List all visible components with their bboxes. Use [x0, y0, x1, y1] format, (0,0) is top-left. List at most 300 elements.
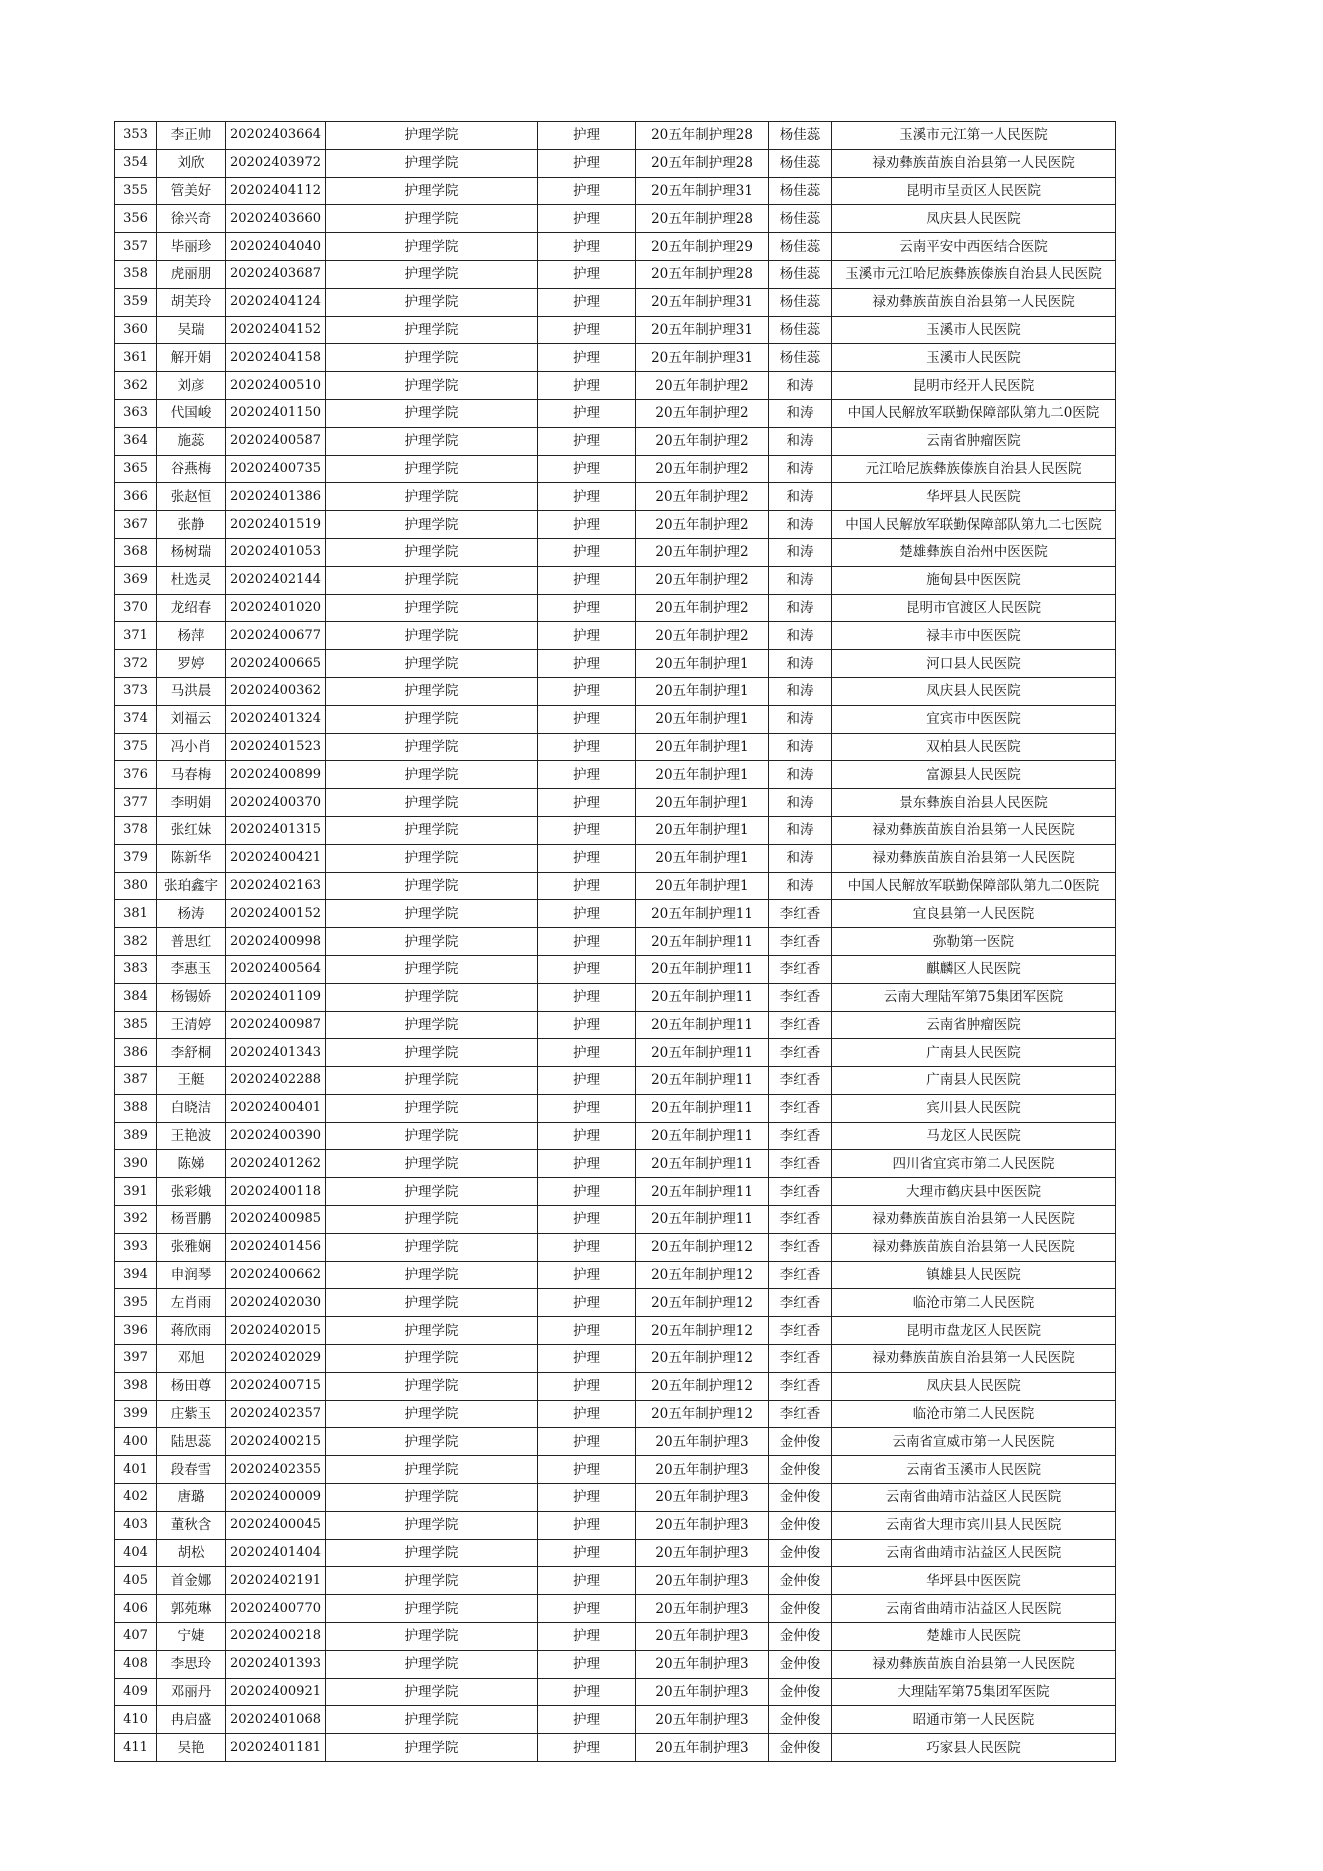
table-row	[115, 1039, 1116, 1067]
row-index-cell: 374	[115, 705, 157, 733]
student-id-cell: 20202400921	[226, 1678, 326, 1706]
hospital-cell: 宾川县人民医院	[832, 1094, 1116, 1122]
student-name-cell: 王艳波	[157, 1122, 226, 1150]
hospital-cell: 云南省肿瘤医院	[832, 1011, 1116, 1039]
student-id-cell: 20202402030	[226, 1289, 326, 1317]
student-id-cell: 20202401404	[226, 1539, 326, 1567]
supervisor-cell: 李红香	[769, 1345, 832, 1373]
row-index-cell: 367	[115, 511, 157, 539]
class-name-cell: 20五年制护理11	[636, 1011, 769, 1039]
college-cell: 护理学院	[326, 1511, 538, 1539]
college-cell: 护理学院	[326, 872, 538, 900]
major-cell: 护理	[538, 177, 636, 205]
major-cell: 护理	[538, 1678, 636, 1706]
row-index-cell: 372	[115, 650, 157, 678]
row-index-cell: 354	[115, 149, 157, 177]
student-id-cell: 20202401315	[226, 816, 326, 844]
hospital-cell: 凤庆县人民医院	[832, 1372, 1116, 1400]
hospital-cell: 云南省肿瘤医院	[832, 427, 1116, 455]
supervisor-cell: 李红香	[769, 1233, 832, 1261]
row-index-cell: 407	[115, 1623, 157, 1651]
supervisor-cell: 杨佳蕊	[769, 316, 832, 344]
supervisor-cell: 和涛	[769, 594, 832, 622]
student-id-cell: 20202400390	[226, 1122, 326, 1150]
table-row	[115, 872, 1116, 900]
student-id-cell: 20202400987	[226, 1011, 326, 1039]
table-row	[115, 122, 1116, 150]
row-index-cell: 396	[115, 1317, 157, 1345]
hospital-cell: 玉溪市元江哈尼族彝族傣族自治县人民医院	[832, 260, 1116, 288]
class-name-cell: 20五年制护理1	[636, 677, 769, 705]
college-cell: 护理学院	[326, 1456, 538, 1484]
class-name-cell: 20五年制护理2	[636, 622, 769, 650]
hospital-cell: 禄劝彝族苗族自治县第一人民医院	[832, 288, 1116, 316]
class-name-cell: 20五年制护理3	[636, 1623, 769, 1651]
row-index-cell: 397	[115, 1345, 157, 1373]
college-cell: 护理学院	[326, 483, 538, 511]
hospital-cell: 云南省曲靖市沾益区人民医院	[832, 1539, 1116, 1567]
college-cell: 护理学院	[326, 233, 538, 261]
college-cell: 护理学院	[326, 1233, 538, 1261]
class-name-cell: 20五年制护理11	[636, 928, 769, 956]
student-id-cell: 20202401150	[226, 399, 326, 427]
table-row	[115, 1484, 1116, 1512]
major-cell: 护理	[538, 1623, 636, 1651]
student-id-cell: 20202400009	[226, 1484, 326, 1512]
row-index-cell: 382	[115, 928, 157, 956]
class-name-cell: 20五年制护理2	[636, 455, 769, 483]
major-cell: 护理	[538, 511, 636, 539]
supervisor-cell: 李红香	[769, 900, 832, 928]
major-cell: 护理	[538, 622, 636, 650]
college-cell: 护理学院	[326, 427, 538, 455]
supervisor-cell: 李红香	[769, 983, 832, 1011]
class-name-cell: 20五年制护理1	[636, 844, 769, 872]
table-row	[115, 1011, 1116, 1039]
row-index-cell: 355	[115, 177, 157, 205]
student-id-cell: 20202400370	[226, 789, 326, 817]
hospital-cell: 昆明市呈贡区人民医院	[832, 177, 1116, 205]
table-row	[115, 1567, 1116, 1595]
student-id-cell: 20202401386	[226, 483, 326, 511]
supervisor-cell: 杨佳蕊	[769, 177, 832, 205]
major-cell: 护理	[538, 1178, 636, 1206]
class-name-cell: 20五年制护理3	[636, 1734, 769, 1762]
class-name-cell: 20五年制护理31	[636, 288, 769, 316]
student-name-cell: 谷燕梅	[157, 455, 226, 483]
supervisor-cell: 和涛	[769, 566, 832, 594]
college-cell: 护理学院	[326, 983, 538, 1011]
row-index-cell: 370	[115, 594, 157, 622]
row-index-cell: 379	[115, 844, 157, 872]
major-cell: 护理	[538, 1484, 636, 1512]
table-row	[115, 1595, 1116, 1623]
class-name-cell: 20五年制护理2	[636, 566, 769, 594]
student-id-cell: 20202400677	[226, 622, 326, 650]
class-name-cell: 20五年制护理2	[636, 372, 769, 400]
hospital-cell: 禄劝彝族苗族自治县第一人民医院	[832, 816, 1116, 844]
student-name-cell: 首金娜	[157, 1567, 226, 1595]
student-id-cell: 20202400735	[226, 455, 326, 483]
college-cell: 护理学院	[326, 1150, 538, 1178]
class-name-cell: 20五年制护理29	[636, 233, 769, 261]
student-id-cell: 20202403687	[226, 260, 326, 288]
student-id-cell: 20202401456	[226, 1233, 326, 1261]
supervisor-cell: 杨佳蕊	[769, 205, 832, 233]
major-cell: 护理	[538, 1511, 636, 1539]
college-cell: 护理学院	[326, 844, 538, 872]
supervisor-cell: 杨佳蕊	[769, 260, 832, 288]
college-cell: 护理学院	[326, 205, 538, 233]
student-id-cell: 20202401519	[226, 511, 326, 539]
student-id-cell: 20202401262	[226, 1150, 326, 1178]
student-name-cell: 董秋含	[157, 1511, 226, 1539]
supervisor-cell: 金仲俊	[769, 1734, 832, 1762]
hospital-cell: 华坪县人民医院	[832, 483, 1116, 511]
class-name-cell: 20五年制护理2	[636, 427, 769, 455]
major-cell: 护理	[538, 1428, 636, 1456]
student-name-cell: 王清婷	[157, 1011, 226, 1039]
row-index-cell: 361	[115, 344, 157, 372]
college-cell: 护理学院	[326, 1428, 538, 1456]
student-name-cell: 杨树瑞	[157, 538, 226, 566]
college-cell: 护理学院	[326, 1678, 538, 1706]
hospital-cell: 宜良县第一人民医院	[832, 900, 1116, 928]
supervisor-cell: 和涛	[769, 844, 832, 872]
table-row	[115, 1623, 1116, 1651]
college-cell: 护理学院	[326, 1706, 538, 1734]
student-name-cell: 解开娟	[157, 344, 226, 372]
hospital-cell: 双柏县人民医院	[832, 733, 1116, 761]
supervisor-cell: 和涛	[769, 427, 832, 455]
student-name-cell: 王艇	[157, 1067, 226, 1095]
table-row	[115, 1511, 1116, 1539]
student-name-cell: 胡松	[157, 1539, 226, 1567]
row-index-cell: 408	[115, 1650, 157, 1678]
hospital-cell: 禄劝彝族苗族自治县第一人民医院	[832, 1650, 1116, 1678]
student-id-cell: 20202400899	[226, 761, 326, 789]
student-id-cell: 20202401068	[226, 1706, 326, 1734]
student-id-cell: 20202402144	[226, 566, 326, 594]
student-name-cell: 邓丽丹	[157, 1678, 226, 1706]
student-name-cell: 杨锡娇	[157, 983, 226, 1011]
row-index-cell: 391	[115, 1178, 157, 1206]
class-name-cell: 20五年制护理11	[636, 955, 769, 983]
row-index-cell: 363	[115, 399, 157, 427]
student-name-cell: 郭苑琳	[157, 1595, 226, 1623]
class-name-cell: 20五年制护理12	[636, 1317, 769, 1345]
student-name-cell: 毕丽珍	[157, 233, 226, 261]
major-cell: 护理	[538, 260, 636, 288]
row-index-cell: 356	[115, 205, 157, 233]
table-row	[115, 177, 1116, 205]
student-id-cell: 20202404152	[226, 316, 326, 344]
table-row	[115, 1372, 1116, 1400]
supervisor-cell: 李红香	[769, 1206, 832, 1234]
student-id-cell: 20202401109	[226, 983, 326, 1011]
student-id-cell: 20202402163	[226, 872, 326, 900]
table-row	[115, 955, 1116, 983]
college-cell: 护理学院	[326, 372, 538, 400]
table-row	[115, 1067, 1116, 1095]
hospital-cell: 禄劝彝族苗族自治县第一人民医院	[832, 149, 1116, 177]
major-cell: 护理	[538, 1261, 636, 1289]
row-index-cell: 369	[115, 566, 157, 594]
table-row	[115, 1734, 1116, 1762]
college-cell: 护理学院	[326, 344, 538, 372]
major-cell: 护理	[538, 1595, 636, 1623]
student-name-cell: 张静	[157, 511, 226, 539]
table-row	[115, 149, 1116, 177]
student-id-cell: 20202404158	[226, 344, 326, 372]
hospital-cell: 麒麟区人民医院	[832, 955, 1116, 983]
row-index-cell: 393	[115, 1233, 157, 1261]
hospital-cell: 镇雄县人民医院	[832, 1261, 1116, 1289]
supervisor-cell: 杨佳蕊	[769, 288, 832, 316]
college-cell: 护理学院	[326, 1039, 538, 1067]
row-index-cell: 364	[115, 427, 157, 455]
major-cell: 护理	[538, 1122, 636, 1150]
row-index-cell: 394	[115, 1261, 157, 1289]
college-cell: 护理学院	[326, 1623, 538, 1651]
major-cell: 护理	[538, 427, 636, 455]
class-name-cell: 20五年制护理31	[636, 344, 769, 372]
class-name-cell: 20五年制护理2	[636, 511, 769, 539]
hospital-cell: 华坪县中医医院	[832, 1567, 1116, 1595]
table-row	[115, 511, 1116, 539]
college-cell: 护理学院	[326, 622, 538, 650]
major-cell: 护理	[538, 483, 636, 511]
row-index-cell: 386	[115, 1039, 157, 1067]
student-id-cell: 20202403972	[226, 149, 326, 177]
college-cell: 护理学院	[326, 761, 538, 789]
row-index-cell: 384	[115, 983, 157, 1011]
hospital-cell: 四川省宜宾市第二人民医院	[832, 1150, 1116, 1178]
hospital-cell: 元江哈尼族彝族傣族自治县人民医院	[832, 455, 1116, 483]
supervisor-cell: 李红香	[769, 1122, 832, 1150]
student-name-cell: 左肖雨	[157, 1289, 226, 1317]
table-row	[115, 288, 1116, 316]
hospital-cell: 禄劝彝族苗族自治县第一人民医院	[832, 1345, 1116, 1373]
student-name-cell: 马洪晨	[157, 677, 226, 705]
major-cell: 护理	[538, 1067, 636, 1095]
row-index-cell: 410	[115, 1706, 157, 1734]
student-name-cell: 冯小肖	[157, 733, 226, 761]
student-id-cell: 20202402355	[226, 1456, 326, 1484]
college-cell: 护理学院	[326, 1317, 538, 1345]
major-cell: 护理	[538, 1039, 636, 1067]
college-cell: 护理学院	[326, 928, 538, 956]
major-cell: 护理	[538, 1372, 636, 1400]
class-name-cell: 20五年制护理11	[636, 1150, 769, 1178]
supervisor-cell: 金仲俊	[769, 1650, 832, 1678]
table-row	[115, 1345, 1116, 1373]
table-body	[115, 122, 1116, 1762]
student-id-cell: 20202400218	[226, 1623, 326, 1651]
student-name-cell: 杨萍	[157, 622, 226, 650]
hospital-cell: 昭通市第一人民医院	[832, 1706, 1116, 1734]
hospital-cell: 昆明市官渡区人民医院	[832, 594, 1116, 622]
student-name-cell: 张彩娥	[157, 1178, 226, 1206]
student-name-cell: 张雅娴	[157, 1233, 226, 1261]
college-cell: 护理学院	[326, 1011, 538, 1039]
supervisor-cell: 杨佳蕊	[769, 233, 832, 261]
row-index-cell: 411	[115, 1734, 157, 1762]
student-name-cell: 申润琴	[157, 1261, 226, 1289]
student-name-cell: 徐兴奇	[157, 205, 226, 233]
college-cell: 护理学院	[326, 260, 538, 288]
table-row	[115, 677, 1116, 705]
row-index-cell: 406	[115, 1595, 157, 1623]
major-cell: 护理	[538, 205, 636, 233]
major-cell: 护理	[538, 538, 636, 566]
table-row	[115, 205, 1116, 233]
college-cell: 护理学院	[326, 1289, 538, 1317]
class-name-cell: 20五年制护理12	[636, 1345, 769, 1373]
row-index-cell: 398	[115, 1372, 157, 1400]
class-name-cell: 20五年制护理28	[636, 149, 769, 177]
row-index-cell: 377	[115, 789, 157, 817]
college-cell: 护理学院	[326, 455, 538, 483]
row-index-cell: 401	[115, 1456, 157, 1484]
class-name-cell: 20五年制护理3	[636, 1706, 769, 1734]
class-name-cell: 20五年制护理1	[636, 816, 769, 844]
table-row	[115, 1233, 1116, 1261]
hospital-cell: 云南省宣威市第一人民医院	[832, 1428, 1116, 1456]
supervisor-cell: 李红香	[769, 1261, 832, 1289]
college-cell: 护理学院	[326, 1567, 538, 1595]
supervisor-cell: 和涛	[769, 538, 832, 566]
table-row	[115, 983, 1116, 1011]
supervisor-cell: 金仲俊	[769, 1511, 832, 1539]
major-cell: 护理	[538, 149, 636, 177]
hospital-cell: 中国人民解放军联勤保障部队第九二0医院	[832, 399, 1116, 427]
hospital-cell: 玉溪市人民医院	[832, 316, 1116, 344]
student-name-cell: 陆思蕊	[157, 1428, 226, 1456]
student-name-cell: 张红妹	[157, 816, 226, 844]
table-row	[115, 1678, 1116, 1706]
major-cell: 护理	[538, 650, 636, 678]
hospital-cell: 云南省曲靖市沾益区人民医院	[832, 1484, 1116, 1512]
student-id-cell: 20202401020	[226, 594, 326, 622]
row-index-cell: 359	[115, 288, 157, 316]
major-cell: 护理	[538, 1345, 636, 1373]
student-id-cell: 20202401523	[226, 733, 326, 761]
supervisor-cell: 金仲俊	[769, 1595, 832, 1623]
student-name-cell: 李明娟	[157, 789, 226, 817]
college-cell: 护理学院	[326, 594, 538, 622]
row-index-cell: 371	[115, 622, 157, 650]
supervisor-cell: 李红香	[769, 955, 832, 983]
class-name-cell: 20五年制护理11	[636, 1178, 769, 1206]
college-cell: 护理学院	[326, 1484, 538, 1512]
student-id-cell: 20202404112	[226, 177, 326, 205]
supervisor-cell: 和涛	[769, 761, 832, 789]
table-row	[115, 705, 1116, 733]
table-row	[115, 1178, 1116, 1206]
supervisor-cell: 李红香	[769, 1067, 832, 1095]
major-cell: 护理	[538, 1094, 636, 1122]
hospital-cell: 大理市鹤庆县中医医院	[832, 1178, 1116, 1206]
student-id-cell: 20202402191	[226, 1567, 326, 1595]
student-placement-table	[114, 121, 1116, 1762]
college-cell: 护理学院	[326, 149, 538, 177]
student-id-cell: 20202401324	[226, 705, 326, 733]
student-id-cell: 20202400215	[226, 1428, 326, 1456]
student-id-cell: 20202403664	[226, 122, 326, 150]
row-index-cell: 409	[115, 1678, 157, 1706]
supervisor-cell: 杨佳蕊	[769, 122, 832, 150]
major-cell: 护理	[538, 928, 636, 956]
student-name-cell: 段春雪	[157, 1456, 226, 1484]
table-row	[115, 1456, 1116, 1484]
college-cell: 护理学院	[326, 1539, 538, 1567]
college-cell: 护理学院	[326, 177, 538, 205]
college-cell: 护理学院	[326, 316, 538, 344]
row-index-cell: 399	[115, 1400, 157, 1428]
table-row	[115, 1261, 1116, 1289]
class-name-cell: 20五年制护理3	[636, 1428, 769, 1456]
hospital-cell: 河口县人民医院	[832, 650, 1116, 678]
table-row	[115, 455, 1116, 483]
hospital-cell: 凤庆县人民医院	[832, 677, 1116, 705]
class-name-cell: 20五年制护理3	[636, 1650, 769, 1678]
major-cell: 护理	[538, 233, 636, 261]
major-cell: 护理	[538, 1734, 636, 1762]
table-row	[115, 1400, 1116, 1428]
class-name-cell: 20五年制护理12	[636, 1400, 769, 1428]
class-name-cell: 20五年制护理2	[636, 594, 769, 622]
row-index-cell: 380	[115, 872, 157, 900]
college-cell: 护理学院	[326, 1178, 538, 1206]
student-id-cell: 20202400045	[226, 1511, 326, 1539]
class-name-cell: 20五年制护理3	[636, 1539, 769, 1567]
class-name-cell: 20五年制护理31	[636, 177, 769, 205]
student-id-cell: 20202400421	[226, 844, 326, 872]
hospital-cell: 弥勒第一医院	[832, 928, 1116, 956]
college-cell: 护理学院	[326, 705, 538, 733]
table-row	[115, 233, 1116, 261]
supervisor-cell: 李红香	[769, 1039, 832, 1067]
class-name-cell: 20五年制护理3	[636, 1484, 769, 1512]
major-cell: 护理	[538, 399, 636, 427]
supervisor-cell: 和涛	[769, 622, 832, 650]
supervisor-cell: 金仲俊	[769, 1706, 832, 1734]
supervisor-cell: 和涛	[769, 816, 832, 844]
student-name-cell: 吴瑞	[157, 316, 226, 344]
hospital-cell: 禄劝彝族苗族自治县第一人民医院	[832, 1233, 1116, 1261]
major-cell: 护理	[538, 705, 636, 733]
class-name-cell: 20五年制护理1	[636, 789, 769, 817]
student-name-cell: 李舒桐	[157, 1039, 226, 1067]
row-index-cell: 376	[115, 761, 157, 789]
student-name-cell: 刘欣	[157, 149, 226, 177]
table-row	[115, 316, 1116, 344]
major-cell: 护理	[538, 789, 636, 817]
row-index-cell: 365	[115, 455, 157, 483]
major-cell: 护理	[538, 900, 636, 928]
supervisor-cell: 李红香	[769, 1094, 832, 1122]
major-cell: 护理	[538, 1150, 636, 1178]
student-name-cell: 代国峻	[157, 399, 226, 427]
student-id-cell: 20202400662	[226, 1261, 326, 1289]
college-cell: 护理学院	[326, 955, 538, 983]
college-cell: 护理学院	[326, 288, 538, 316]
table-row	[115, 538, 1116, 566]
class-name-cell: 20五年制护理3	[636, 1567, 769, 1595]
student-name-cell: 李思玲	[157, 1650, 226, 1678]
supervisor-cell: 和涛	[769, 733, 832, 761]
